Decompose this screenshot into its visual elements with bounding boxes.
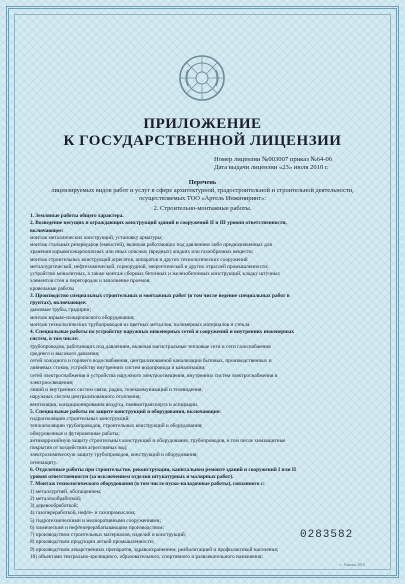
list-item: уровня ответственности (за исключением отделки штукатурных и малярных работ). (30, 474, 234, 480)
list-intro-line-1: лицензируемых видов работ и услуг в сфере архитектурной, градостроительной и строительной деятельности, (51, 187, 354, 194)
list-item: обмуровочные и футеровочные работы; (30, 430, 120, 437)
list-item: 5. Специальные работы по защите конструкций и оборудования, включающие: (30, 408, 221, 415)
list-heading: Перечень (188, 179, 217, 186)
list-item: 7) производством строительных материалов, изделий и конструкций; (30, 532, 187, 538)
list-item: монтаж технологических трубопроводов из цветных металлов, полимерных материалов и стекла. (30, 321, 251, 328)
state-emblem-icon (178, 54, 226, 102)
list-item: электрохимическую защиту трубопроводов, конструкций и оборудования; (30, 452, 198, 459)
appendix-title: ПРИЛОЖЕНИЕ (143, 116, 262, 132)
list-item: 1) металлургией, обогащением; (30, 488, 102, 495)
list-item: 6) химическим и нефтеперерабатывающим производством; (30, 524, 165, 531)
list-item: 5) гидротехническими и мелиоративными сооружениями; (30, 517, 161, 524)
list-item: огнезащиту. (30, 459, 58, 466)
list-item: гидроизоляцию строительных конструкций; (30, 416, 130, 422)
list-item: устройство монолитных, а также монтаж сборных бетонных и железобетонных конструкций, кладку штучных (30, 271, 280, 277)
list-item: хранения взрывопожароопасных или иных опасных (вредных) жидких или газообразных веществ; (30, 249, 254, 256)
list-item: 10) объектами театрально-зрелищного, образовательного, спортивного и развлекательного назначения; (30, 553, 263, 560)
list-item: монтаж металлических конструкций, установку арматуры; (30, 234, 163, 241)
list-item: 2. Возведение несущих и ограждающих конструкций зданий и сооружений II и III уровня ответственности, (30, 220, 287, 227)
list-item: 3) деревообработкой; (30, 503, 79, 509)
list-item: 7. Монтаж технологического оборудования (в том числе пуско-наладочные работы), связанного с: (30, 481, 265, 488)
list-item: 8) производством продукции легкой промышленности; (30, 539, 155, 546)
section-heading: 2. Строительно-монтажные работы. (153, 205, 252, 212)
list-item: 9) производством лекарственных препаратов, здравоохранением, реабилитацией и профилактикой населения; (30, 546, 279, 553)
list-item: вентиляции, кондиционирования воздуха, пневмотранспорта и аспирации. (30, 401, 199, 408)
list-item: антикоррозийную защиту строительных конструкций и оборудования, трубопроводов, в том числе химзащитные (30, 437, 286, 444)
list-item: металлургической, нефтехимической, горнорудной, энергетической и других отраслей промышленности; (30, 263, 269, 270)
license-number: Номер лицензии №003007 приказ №64-06 (214, 156, 333, 163)
list-item: трубопроводов, работающих под давлением, включая магистральные тепловые сети и сети газоснабжения (30, 343, 271, 350)
appendix-subtitle: К ГОСУДАРСТВЕННОЙ ЛИЦЕНЗИИ (63, 133, 342, 149)
list-item: 3. Производство специальных строительных и монтажных работ (в том числе ведение специальных работ в (30, 292, 290, 299)
list-item: наружных систем централизованного отопления; (30, 394, 141, 401)
list-item: 1. Земляные работы общего характера. (30, 213, 124, 219)
list-item: грунтах), включающее: (30, 300, 87, 306)
list-item: 4) газопереработкой, нефте- и газопромыслом; (30, 510, 136, 517)
list-item: электроосвещения; (30, 379, 74, 386)
list-item: 4. Специальные работы по устройству наружных инженерных сетей и сооружений и внутренних инженерных (30, 329, 295, 335)
list-item: дымовые трубы, градирни; (30, 307, 91, 314)
list-item: систем, в том числе: (30, 336, 79, 343)
work-types-list (30, 213, 380, 561)
list-item: 6. Отделочные работы при строительстве, реконструкции, капитальном ремонте зданий и сооружений I или II (30, 466, 297, 473)
list-item: линий и внутренних систем связи, радио, телекоммуникаций и телевидения; (30, 387, 203, 393)
list-item: покрытия от воздействия агрессивных вод; (30, 445, 128, 451)
list-item: 2) металлообработкой; (30, 495, 82, 502)
list-item: включающее: (30, 227, 64, 234)
list-item: монтаж стальных резервуаров (емкостей), включая работающих под давлением либо предназначенных для (30, 242, 272, 248)
list-item: кровельные работы (30, 285, 74, 292)
list-item: среднего и высокого давления; (30, 350, 100, 357)
list-item: элементов стен и перегородок и заполнение проемов; (30, 278, 151, 285)
list-intro-line-2: осуществляемых ТОО «Артель Инжиниринг»: (138, 195, 267, 202)
list-item: ливневых стоков, устройству внутренних систем водопровода и канализации; (30, 365, 206, 372)
printer-imprint: с. Алматы, 2010 (340, 563, 365, 567)
list-item: монтаж строительных конструкций агрегатов, аппаратов и других технологических сооружений (30, 256, 248, 263)
list-item: теплоизоляцию трубопроводов, строительных конструкций и оборудования; (30, 423, 203, 430)
serial-number: 0283582 (300, 529, 354, 541)
list-item: монтаж взрыво-пожаропасного оборудования; (30, 314, 135, 321)
list-item: сетей холодного и горячего водоснабжения, централизованной канализации бытовых, производственных и (30, 358, 272, 364)
license-issue-date: Дата выдачи лицензии «23» июля 2010 г. (214, 164, 329, 171)
list-item: сетей электроснабжения и устройства наружного электроосвещения, внутренних систем электроснабжения и (30, 372, 278, 379)
